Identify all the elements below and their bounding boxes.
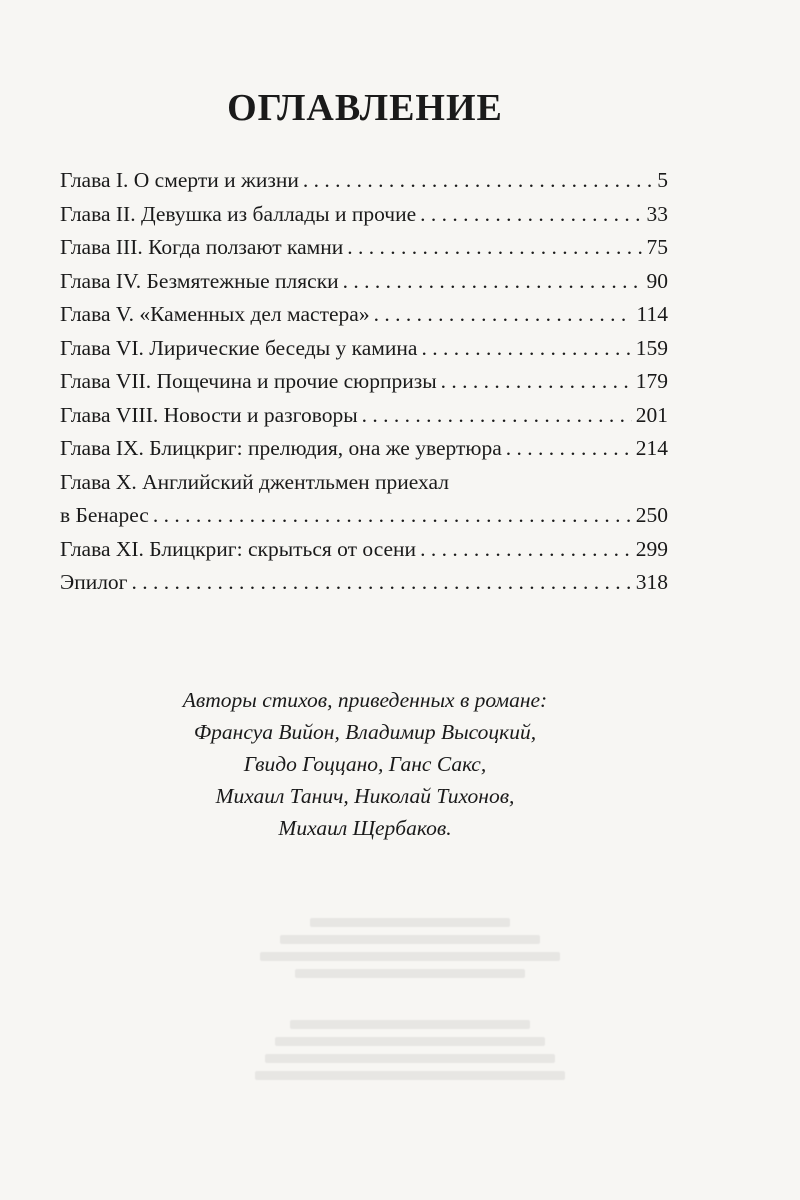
dot-leader [374,298,633,332]
faded-text-line [265,1054,555,1063]
faded-text-line [260,952,560,961]
faded-text-line [275,1037,545,1046]
toc-entry [60,432,668,466]
page-title: ОГЛАВЛЕНИЕ [227,87,503,129]
toc-entry-page: 179 [635,369,668,393]
dot-leader [132,566,632,600]
dot-leader [441,365,632,399]
toc-entry-page: 250 [635,503,668,527]
faded-text-line [280,935,540,944]
toc-entry-title: Глава II. Девушка из баллады и прочие [60,201,417,226]
dot-leader [506,432,632,466]
toc-entry [60,198,668,232]
authors-line: Авторы стихов, приведенных в романе: [182,688,548,712]
authors-line: Михаил Танич, Николай Тихонов, [215,784,515,808]
toc-entry [60,231,668,265]
toc-entry-title: Эпилог [60,570,128,594]
toc-entry-title: Глава III. Когда ползают камни [60,235,344,259]
toc-entry-page: 5 [657,168,668,192]
toc-entry-page: 114 [636,302,668,326]
authors-line: Гвидо Гоццано, Ганс Сакс, [243,752,487,776]
toc-entry [60,399,668,433]
dot-leader [153,499,632,533]
toc-entry-page: 33 [646,201,668,226]
toc-entry [60,566,668,600]
dot-leader [347,231,642,265]
toc-entry-page: 214 [635,436,668,460]
bleed-through-imprint [250,910,570,1088]
toc-entry-title: Глава I. О смерти и жизни [60,168,299,192]
faded-text-line [310,918,510,927]
toc-entry-page: 299 [635,536,668,561]
toc-entry [60,164,668,198]
authors-line: Михаил Щербаков. [278,816,452,840]
toc-entry-multiline [60,466,668,533]
dot-leader [343,265,643,299]
toc-entry-title: Глава VIII. Новости и разговоры [60,402,358,427]
toc-entry [60,265,668,299]
faded-text-line [295,969,525,978]
faded-text-line [255,1071,565,1080]
toc-entry [60,533,668,567]
faded-text-line [290,1020,530,1029]
dot-leader [420,198,642,232]
dot-leader [420,533,632,567]
toc-entry [60,298,668,332]
table-of-contents [60,164,668,600]
toc-entry-page: 159 [635,335,668,360]
toc-entry-title-line2: в Бенарес [60,503,149,527]
dot-leader [362,399,632,433]
toc-entry-title: Глава VI. Лирические беседы у камина [60,335,418,360]
authors-line: Франсуа Вийон, Владимир Высоцкий, [193,720,537,744]
toc-entry-title-line1: Глава X. Английский джентльмен приехал [60,469,449,494]
poem-authors-note [100,684,630,844]
toc-entry [60,499,668,533]
toc-entry-title: Глава VII. Пощечина и прочие сюрпризы [60,369,437,393]
toc-entry-title: Глава V. «Каменных дел мастера» [60,302,370,326]
toc-entry-title: Глава IV. Безмятежные пляски [60,268,339,293]
toc-entry-page: 75 [646,235,668,259]
toc-entry-page: 318 [635,570,668,594]
toc-entry-page: 90 [646,268,668,293]
toc-entry [60,332,668,366]
toc-entry-title: Глава XI. Блицкриг: скрыться от осени [60,536,417,561]
toc-entry-page: 201 [635,402,668,427]
dot-leader [421,332,631,366]
toc-entry [60,365,668,399]
dot-leader [303,164,653,198]
toc-entry-title: Глава IX. Блицкриг: прелюдия, она же увертюра [60,436,502,460]
